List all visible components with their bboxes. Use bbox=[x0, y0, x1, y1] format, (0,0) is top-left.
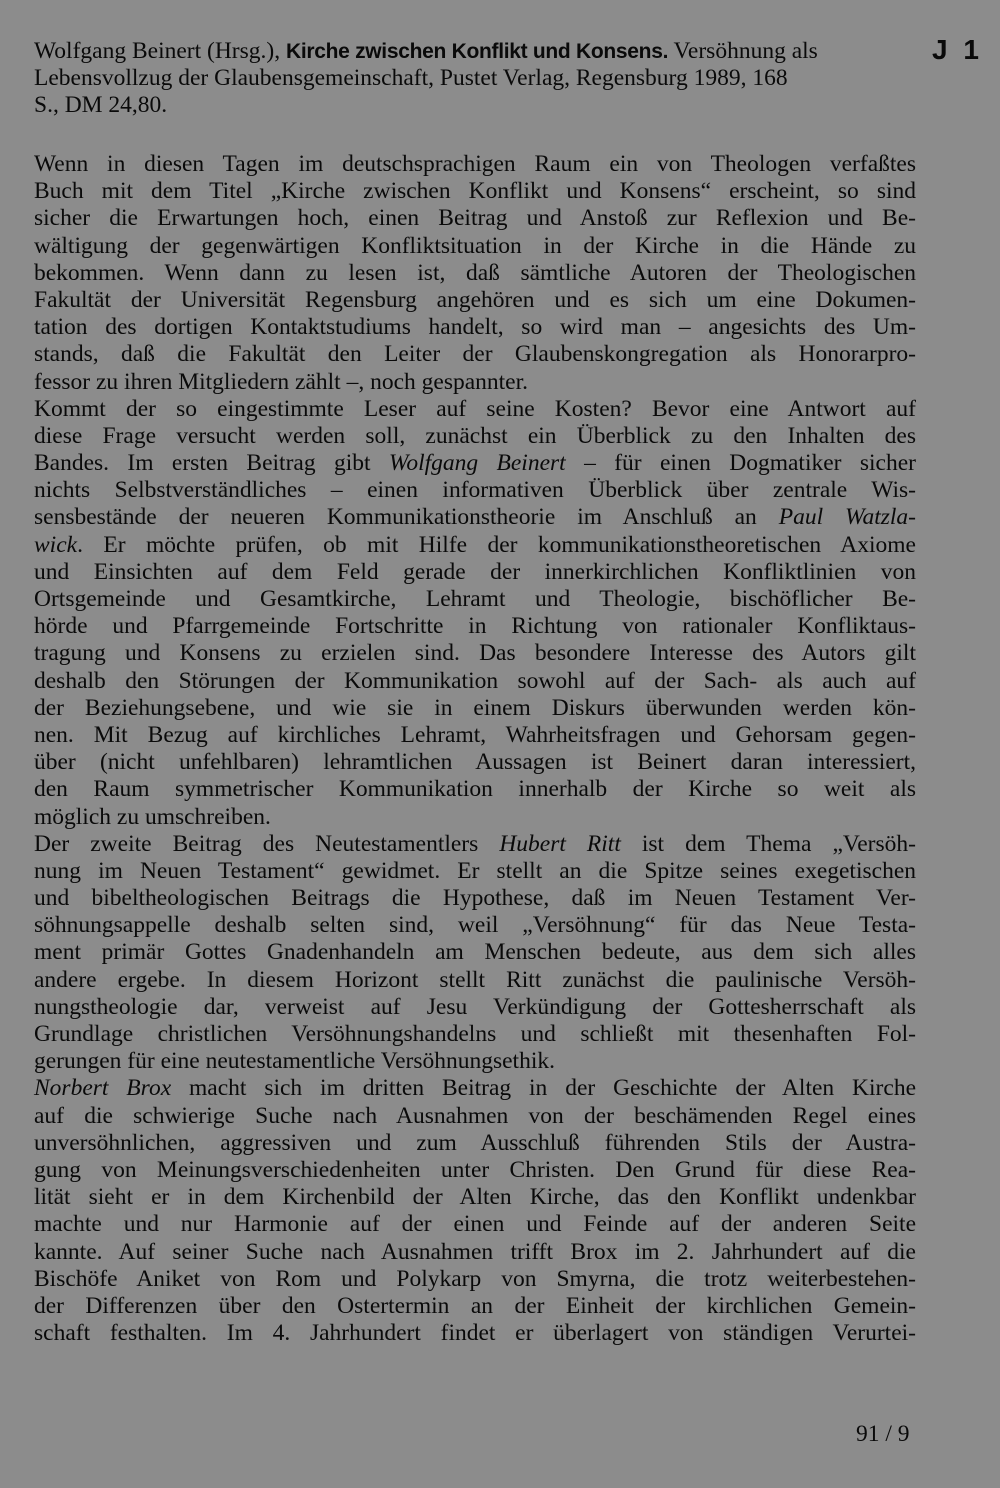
text-line: diese Frage versucht werden soll, zunächst ein Überblick zu den Inhalten des bbox=[34, 422, 916, 449]
bibliographic-header bbox=[34, 38, 919, 119]
text-line: hörde und Pfarrgemeinde Fortschritte in Richtung von rationaler Konfliktaus- bbox=[34, 613, 916, 640]
text-line: bekommen. Wenn dann zu lesen ist, daß sämtliche Autoren der Theologischen bbox=[34, 259, 916, 286]
text-segment: . Er möchte prüfen, ob mit Hilfe der kommunikationstheoretischen Axiome bbox=[77, 531, 916, 558]
text-line: machte und nur Harmonie auf der einen und Feinde auf der anderen Seite bbox=[34, 1211, 916, 1238]
text-line: über (nicht unfehlbaren) lehramtlichen Aussagen ist Beinert daran interessiert, bbox=[34, 749, 916, 776]
text-line: und Einsichten auf dem Feld gerade der innerkirchlichen Konfliktlinien von bbox=[34, 558, 916, 585]
text-line: der Differenzen über den Ostertermin an der Einheit der kirchlichen Gemein- bbox=[34, 1292, 916, 1319]
text-line bbox=[34, 831, 916, 858]
text-line bbox=[34, 1075, 916, 1102]
text-line: söhnungsappelle deshalb selten sind, weil „Versöhnung“ für das Neue Testa- bbox=[34, 912, 916, 939]
text-line: nung im Neuen Testament“ gewidmet. Er stellt an die Spitze seines exegetischen bbox=[34, 857, 916, 884]
text-line: wältigung der gegenwärtigen Konfliktsituation in der Kirche in die Hände zu bbox=[34, 232, 916, 259]
text-line: schaft festhalten. Im 4. Jahrhundert findet er überlagert von ständigen Verurtei- bbox=[34, 1320, 916, 1347]
author-name-watzlawick: Paul Watzla- bbox=[778, 504, 916, 531]
text-line: Fakultät der Universität Regensburg angehören und es sich um eine Dokumen- bbox=[34, 286, 916, 313]
text-line bbox=[34, 450, 916, 477]
text-line: lität sieht er in dem Kirchenbild der Alten Kirche, das den Konflikt undenkbar bbox=[34, 1184, 916, 1211]
text-line: fessor zu ihren Mitgliedern zählt –, noch gespannter. bbox=[34, 368, 529, 395]
text-line: Ortsgemeinde und Gesamtkirche, Lehramt und Theologie, bischöflicher Be- bbox=[34, 586, 916, 612]
text-line: möglich zu umschreiben. bbox=[34, 803, 271, 830]
text-line: nichts Selbstverständliches – einen informativen Überblick über zentrale Wis- bbox=[34, 477, 916, 504]
text-line: Wenn in diesen Tagen im deutschsprachigen Raum ein von Theologen verfaßtes bbox=[34, 151, 916, 177]
price-info: S., DM 24,80. bbox=[34, 92, 168, 118]
text-line: sicher die Erwartungen hoch, einen Beitrag und Anstoß zur Reflexion und Be- bbox=[34, 205, 916, 232]
text-line: deshalb den Störungen der Kommunikation sowohl auf der Sach- als auch auf bbox=[34, 667, 916, 694]
author-name-brox: Norbert Brox bbox=[34, 1075, 172, 1102]
text-line: nen. Mit Bezug auf kirchliches Lehramt, Wahrheitsfragen und Gehorsam gegen- bbox=[34, 721, 916, 748]
text-segment: macht sich im dritten Beitrag in der Geschichte der Alten Kirche bbox=[171, 1075, 916, 1102]
text-line: der Beziehungsebene, und wie sie in einem Diskurs überwunden werden kön- bbox=[34, 694, 916, 721]
text-line bbox=[34, 504, 916, 531]
section-mark: J 1 bbox=[932, 34, 983, 65]
author-name-watzlawick-cont: wick bbox=[34, 531, 78, 558]
text-line: tragung und Konsens zu erzielen sind. Das besondere Interesse des Autors gilt bbox=[34, 640, 916, 667]
text-line: Bischöfe Aniket von Rom und Polykarp von Smyrna, die trotz weiterbestehen- bbox=[34, 1265, 916, 1292]
text-segment: Bandes. Im ersten Beitrag gibt bbox=[34, 450, 389, 477]
text-line: gerungen für eine neutestamentliche Versöhnungsethik. bbox=[34, 1048, 555, 1075]
text-line: andere ergebe. In diesem Horizont stellt Ritt zunächst die paulinische Versöh- bbox=[34, 966, 916, 993]
author-name-beinert: Wolfgang Beinert bbox=[388, 450, 566, 477]
text-line: Grundlage christlichen Versöhnungshandelns und schließt mit thesenhaften Fol- bbox=[34, 1021, 916, 1047]
text-line: und bibeltheologischen Beitrags die Hypothese, daß im Neuen Testament Ver- bbox=[34, 885, 916, 912]
text-segment: – für einen Dogmatiker sicher bbox=[565, 450, 916, 477]
text-line: den Raum symmetrischer Kommunikation innerhalb der Kirche so weit als bbox=[34, 776, 916, 803]
text-segment: ist dem Thema „Versöh- bbox=[620, 830, 916, 857]
review-body bbox=[34, 151, 916, 1347]
text-line: auf die schwierige Suche nach Ausnahmen von der beschämenden Regel eines bbox=[34, 1102, 916, 1129]
text-segment: Der zweite Beitrag des Neutestamentlers bbox=[34, 830, 500, 857]
text-line: gung von Meinungsverschiedenheiten unter Christen. Den Grund für diese Rea- bbox=[34, 1156, 916, 1183]
text-line: ment primär Gottes Gnadenhandeln am Menschen bedeute, aus dem sich alles bbox=[34, 939, 916, 966]
text-line: Buch mit dem Titel „Kirche zwischen Konflikt und Konsens“ erscheint, so sind bbox=[34, 178, 916, 205]
text-segment: sensbestände der neueren Kommunikationstheorie im Anschluß an bbox=[34, 504, 779, 531]
text-line: stands, daß die Fakultät den Leiter der Glaubenskongregation als Honorarpro- bbox=[34, 341, 916, 368]
author-name-ritt: Hubert Ritt bbox=[499, 830, 621, 857]
page-number: 91 / 9 bbox=[856, 1421, 910, 1447]
author-editor: Wolfgang Beinert (Hrsg.), bbox=[34, 38, 286, 64]
text-line: kannte. Auf seiner Suche nach Ausnahmen trifft Brox im 2. Jahrhundert auf die bbox=[34, 1238, 916, 1265]
text-line: tation des dortigen Kontaktstudiums handelt, so wird man – angesichts des Um- bbox=[34, 314, 916, 341]
book-title: Kirche zwischen Konflikt und Konsens. bbox=[285, 40, 669, 63]
text-line: unversöhnlichen, aggressiven und zum Ausschluß führenden Stils der Austra- bbox=[34, 1129, 916, 1156]
text-line: Kommt der so eingestimmte Leser auf seine Kosten? Bevor eine Antwort auf bbox=[34, 395, 916, 422]
publisher-info: Lebensvollzug der Glaubensgemeinschaft, Pustet Verlag, Regensburg 1989, 168 bbox=[34, 65, 788, 91]
text-line bbox=[34, 532, 916, 559]
book-subtitle: Versöhnung als bbox=[668, 38, 818, 64]
text-line: nungstheologie dar, verweist auf Jesu Verkündigung der Gottesherrschaft als bbox=[34, 993, 916, 1020]
